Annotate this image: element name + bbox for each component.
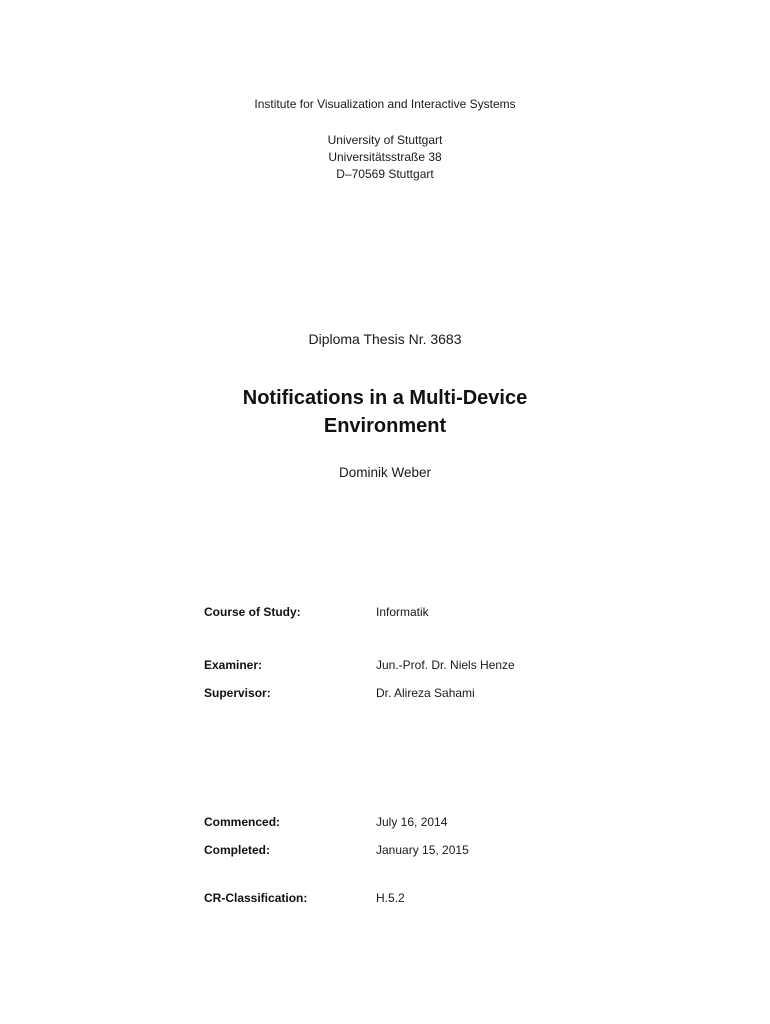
meta-label: Course of Study: bbox=[204, 605, 301, 619]
meta-label: Commenced: bbox=[204, 815, 281, 829]
meta-value: January 15, 2015 bbox=[376, 843, 469, 857]
thesis-number: Diploma Thesis Nr. 3683 bbox=[308, 331, 462, 347]
address-line-university: University of Stuttgart bbox=[327, 133, 443, 147]
address-line-city: D–70569 Stuttgart bbox=[336, 167, 434, 181]
author-name: Dominik Weber bbox=[338, 465, 432, 480]
meta-label: Examiner: bbox=[204, 658, 263, 672]
university-address bbox=[0, 132, 770, 183]
meta-value: Informatik bbox=[376, 605, 429, 619]
institute-name: Institute for Visualization and Interactive Systems bbox=[254, 97, 516, 111]
meta-value: H.5.2 bbox=[376, 891, 405, 905]
meta-value: July 16, 2014 bbox=[376, 815, 448, 829]
thesis-title bbox=[0, 384, 770, 440]
meta-value: Jun.-Prof. Dr. Niels Henze bbox=[376, 658, 515, 672]
thesis-title-line-1: Notifications in a Multi-Device bbox=[242, 387, 528, 409]
meta-label: CR-Classification: bbox=[204, 891, 308, 905]
thesis-title-line-2: Environment bbox=[323, 415, 447, 437]
meta-value: Dr. Alireza Sahami bbox=[376, 686, 475, 700]
meta-label: Supervisor: bbox=[204, 686, 271, 700]
address-line-street: Universitätsstraße 38 bbox=[328, 150, 442, 164]
meta-label: Completed: bbox=[204, 843, 270, 857]
